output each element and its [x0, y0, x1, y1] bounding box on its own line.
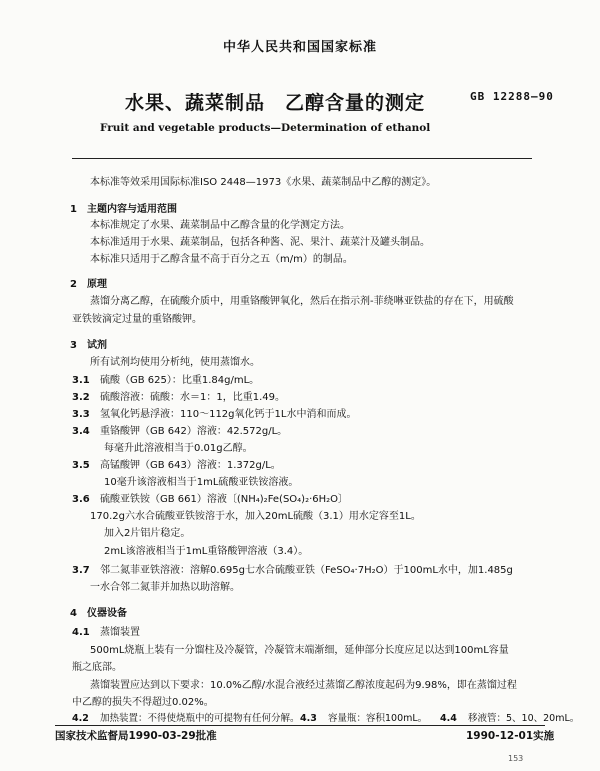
item-text: 硫酸亚铁铵（GB 661）溶液〔(NH₄)₂Fe(SO₄)₂·6H₂O〕	[100, 494, 349, 505]
item-text: 高锰酸钾（GB 643）溶液：1.372g/L。	[100, 460, 281, 471]
section-3-heading: 3 试剂	[70, 340, 107, 351]
section-2-line: 蒸馏分离乙醇，在硫酸介质中，用重铬酸钾氧化，然后在指示剂-菲绕啉亚铁盐的存在下，用硫酸	[90, 296, 514, 307]
reagent-item	[72, 493, 348, 507]
item-number: 4.2	[72, 713, 89, 724]
standard-number: GB 12288—90	[470, 90, 554, 103]
equipment-item	[72, 712, 300, 726]
reagent-item	[72, 408, 356, 422]
reagent-note: 每毫升此溶液相当于0.01g乙醇。	[104, 443, 253, 454]
section-1-heading: 1 主题内容与适用范围	[70, 204, 177, 215]
reagent-note: 2mL该溶液相当于1mL重铬酸钾溶液（3.4）。	[104, 546, 309, 557]
item-number: 3.3	[72, 409, 90, 420]
equipment-line: 500mL烧瓶上装有一分馏柱及冷凝管，冷凝管末端渐细，延伸部分长度应足以达到100mL容量	[90, 645, 509, 656]
section-1-line: 本标准适用于水果、蔬菜制品，包括各种酱、泥、果汁、蔬菜汁及罐头制品。	[90, 237, 430, 248]
section-3-intro: 所有试剂均使用分析纯，使用蒸馏水。	[90, 357, 260, 368]
item-text: 邻二氮菲亚铁溶液：溶解0.695g七水合硫酸亚铁（FeSO₄·7H₂O）于100mL水中，加1.485g	[100, 565, 513, 576]
item-number: 4.4	[440, 713, 457, 724]
document-title-en: Fruit and vegetable products—Determination of ethanol	[100, 122, 431, 134]
section-1-line: 本标准只适用于乙醇含量不高于百分之五（m/m）的制品。	[90, 254, 353, 265]
item-number: 3.2	[72, 392, 90, 403]
item-number: 3.7	[72, 565, 90, 576]
equipment-item	[300, 712, 427, 726]
section-2-line: 亚铁铵滴定过量的重铬酸钾。	[72, 314, 202, 325]
section-4-heading: 4 仪器设备	[70, 608, 127, 619]
document-title-cn: 水果、蔬菜制品 乙醇含量的测定	[125, 92, 426, 114]
title-rule	[72, 158, 532, 159]
item-text: 硫酸溶液：硫酸：水＝1：1，比重1.49。	[100, 392, 285, 403]
reagent-item	[72, 425, 287, 439]
equipment-line: 中乙醇的损失不得超过0.02%。	[72, 697, 214, 708]
item-number: 4.1	[72, 627, 90, 638]
reagent-note: 10毫升该溶液相当于1mL硫酸亚铁铵溶液。	[104, 477, 299, 488]
reagent-item	[72, 374, 259, 388]
item-text: 加热装置：不得使烧瓶中的可提物有任何分解。	[100, 713, 300, 724]
item-number: 3.5	[72, 460, 90, 471]
item-number: 3.6	[72, 494, 90, 505]
section-2-heading: 2 原理	[70, 279, 107, 290]
reagent-note: 加入2片铝片稳定。	[104, 528, 191, 539]
reagent-note: 170.2g六水合硫酸亚铁铵溶于水，加入20mL硫酸（3.1）用水定容至1L。	[90, 511, 421, 522]
footer-rule	[55, 725, 545, 726]
item-number: 4.3	[300, 713, 317, 724]
item-number: 3.4	[72, 426, 90, 437]
reagent-item	[72, 564, 513, 578]
item-text: 蒸馏装置	[100, 627, 140, 638]
item-number: 3.1	[72, 375, 90, 386]
reagent-item	[72, 459, 281, 473]
item-text: 硫酸（GB 625）：比重1.84g/mL。	[100, 375, 260, 386]
section-1-line: 本标准规定了水果、蔬菜制品中乙醇含量的化学测定方法。	[90, 220, 350, 231]
item-text: 重铬酸钾（GB 642）溶液：42.572g/L。	[100, 426, 288, 437]
page-number: 153	[508, 754, 524, 763]
reagent-item	[72, 391, 285, 405]
equipment-line: 瓶之底部。	[72, 662, 122, 673]
equipment-item	[72, 626, 140, 640]
equipment-item	[440, 712, 579, 726]
item-text: 容量瓶：容积100mL。	[328, 713, 428, 724]
item-text: 氢氧化钙悬浮液：110～112g氧化钙于1L水中消和而成。	[100, 409, 357, 420]
equipment-line: 蒸馏装置应达到以下要求：10.0%乙醇/水混合液经过蒸馏乙醇浓度起码为9.98%，即在蒸馏过程	[90, 680, 517, 691]
implementation-date: 1990-12-01实施	[466, 730, 555, 742]
national-standard-header: 中华人民共和国国家标准	[222, 40, 377, 55]
item-text: 移液管：5、10、20mL。	[468, 713, 580, 724]
intro-paragraph: 本标准等效采用国际标准ISO 2448—1973《水果、蔬菜制品中乙醇的测定》。	[90, 177, 437, 188]
approval-date: 国家技术监督局1990-03-29批准	[55, 730, 217, 742]
reagent-note: 一水合邻二氮菲并加热以助溶解。	[90, 582, 240, 593]
